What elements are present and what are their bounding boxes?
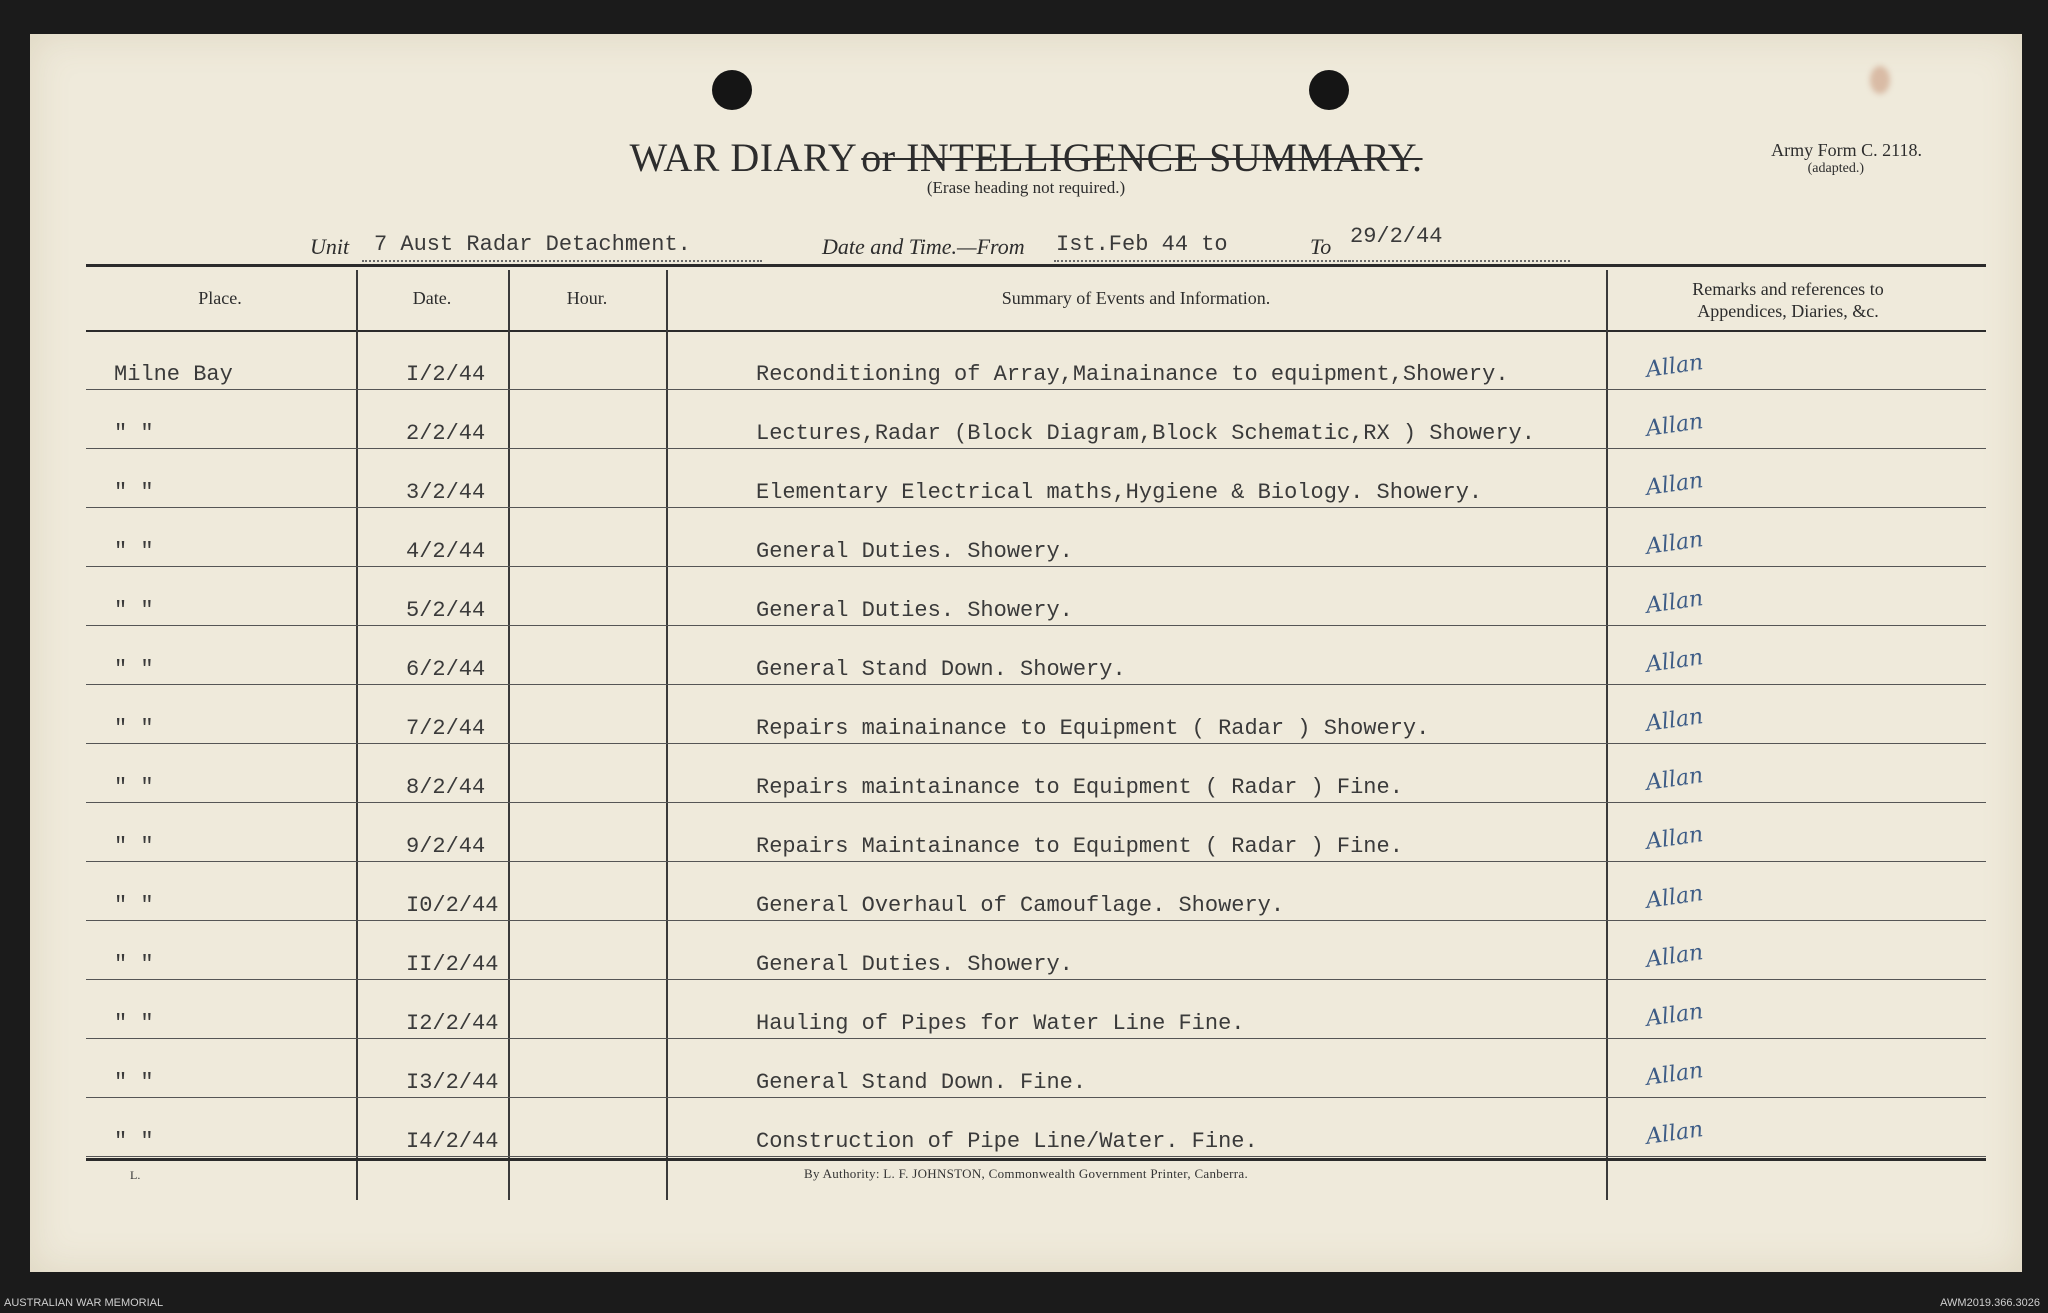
summary-cell: Reconditioning of Array,Mainainance to equipment,Showery. [756,362,1509,387]
table-row [86,922,1986,980]
table-row [86,509,1986,567]
header-remarks-line1: Remarks and references to [1692,279,1884,299]
unit-label: Unit [310,234,350,259]
row-rule [86,1156,1986,1157]
row-rule [86,507,1986,508]
table-row [86,1099,1986,1157]
date-cell: 6/2/44 [406,657,486,682]
table-row [86,391,1986,449]
summary-cell: General Stand Down. Fine. [756,1070,1087,1095]
row-rule [86,802,1986,803]
date-cell: 4/2/44 [406,539,486,564]
header-date: Date. [412,288,452,308]
remark-initials: Allan [1644,881,1705,914]
place-cell: " " [114,952,154,977]
summary-cell: Hauling of Pipes for Water Line Fine. [756,1011,1245,1036]
remark-initials: Allan [1644,1058,1705,1091]
place-cell: " " [114,1011,154,1036]
header-place: Place. [198,288,242,308]
remark-initials: Allan [1644,940,1705,973]
form-marker: L. [130,1168,141,1182]
from-dotted-line [1054,260,1354,262]
place-cell: " " [114,1070,154,1095]
remark-initials: Allan [1644,999,1705,1032]
diary-page [30,34,2022,1272]
remark-initials: Allan [1644,763,1705,796]
place-cell: Milne Bay [114,362,233,387]
date-cell: II/2/44 [406,952,499,977]
unit-dotted-line [362,260,762,262]
archive-credit: AUSTRALIAN WAR MEMORIAL [4,1297,164,1309]
remark-initials: Allan [1644,822,1705,855]
datetime-label: Date and Time.—From [822,234,1025,259]
summary-cell: General Duties. Showery. [756,539,1073,564]
date-cell: I4/2/44 [406,1129,499,1154]
unit-value: 7 Aust Radar Detachment. [374,232,691,257]
row-rule [86,389,1986,390]
row-rule [86,920,1986,921]
army-form-number: Army Form C. 2118. [1771,140,1922,160]
date-cell: 5/2/44 [406,598,486,623]
army-form-note: (adapted.) [1807,161,1864,176]
date-cell: 7/2/44 [406,716,486,741]
date-cell: I/2/44 [406,362,486,387]
table-row [86,332,1986,390]
header-remarks-line2: Appendices, Diaries, &c. [1697,301,1879,321]
printer-authority: By Authority: L. F. JOHNSTON, Commonwealth Government Printer, Canberra. [803,1166,1249,1181]
remark-initials: Allan [1644,586,1705,619]
table-bottom-rule [86,1158,1986,1161]
remark-initials: Allan [1644,1117,1705,1150]
row-rule [86,684,1986,685]
table-row [86,686,1986,744]
title-main: WAR DIARY [629,135,858,180]
summary-cell: General Overhaul of Camouflage. Showery. [756,893,1285,918]
row-rule [86,448,1986,449]
table-row [86,568,1986,626]
summary-cell: Construction of Pipe Line/Water. Fine. [756,1129,1258,1154]
title-struck: or INTELLIGENCE SUMMARY. [861,135,1423,180]
subtitle: (Erase heading not required.) [926,178,1126,197]
date-cell: 2/2/44 [406,421,486,446]
table-row [86,804,1986,862]
summary-cell: Repairs mainainance to Equipment ( Radar ) Showery. [756,716,1430,741]
place-cell: " " [114,657,154,682]
row-rule [86,625,1986,626]
from-value: Ist.Feb 44 to [1056,232,1228,257]
place-cell: " " [114,893,154,918]
row-rule [86,1097,1986,1098]
table-row [86,1040,1986,1098]
table-row [86,745,1986,803]
punch-hole-left [712,70,752,110]
row-rule [86,566,1986,567]
summary-cell: General Stand Down. Showery. [756,657,1126,682]
date-cell: 8/2/44 [406,775,486,800]
date-cell: I0/2/44 [406,893,499,918]
place-cell: " " [114,1129,154,1154]
remark-initials: Allan [1644,527,1705,560]
table-row [86,863,1986,921]
date-cell: I2/2/44 [406,1011,499,1036]
to-dotted-line [1340,260,1570,262]
date-cell: 3/2/44 [406,480,486,505]
summary-cell: Elementary Electrical maths,Hygiene & Biology. Showery. [756,480,1483,505]
place-cell: " " [114,834,154,859]
table-row [86,627,1986,685]
row-rule [86,1038,1986,1039]
row-rule [86,861,1986,862]
punch-hole-right [1309,70,1349,110]
summary-cell: Repairs Maintainance to Equipment ( Radar ) Fine. [756,834,1403,859]
header-remarks [1606,278,1970,322]
row-rule [86,743,1986,744]
place-cell: " " [114,539,154,564]
to-label: To [1310,234,1332,259]
header-summary: Summary of Events and Information. [1001,288,1271,308]
remark-initials: Allan [1644,645,1705,678]
table-row [86,450,1986,508]
header-hour: Hour. [566,288,608,308]
place-cell: " " [114,480,154,505]
summary-cell: General Duties. Showery. [756,952,1073,977]
unit-date-line [310,224,1610,266]
row-rule [86,979,1986,980]
summary-cell: Lectures,Radar (Block Diagram,Block Schematic,RX ) Showery. [756,421,1535,446]
remark-initials: Allan [1644,468,1705,501]
table-row [86,981,1986,1039]
remark-initials: Allan [1644,704,1705,737]
archive-id: AWM2019.366.3026 [1940,1297,2040,1309]
army-form-label [1722,140,1922,177]
date-cell: 9/2/44 [406,834,486,859]
remark-initials: Allan [1644,409,1705,442]
remark-initials: Allan [1644,350,1705,383]
place-cell: " " [114,421,154,446]
table-top-rule [86,264,1986,267]
summary-cell: General Duties. Showery. [756,598,1073,623]
place-cell: " " [114,716,154,741]
place-cell: " " [114,775,154,800]
paper-stain [1870,66,1890,94]
date-cell: I3/2/44 [406,1070,499,1095]
to-value: 29/2/44 [1350,224,1443,249]
summary-cell: Repairs maintainance to Equipment ( Radar ) Fine. [756,775,1403,800]
place-cell: " " [114,598,154,623]
